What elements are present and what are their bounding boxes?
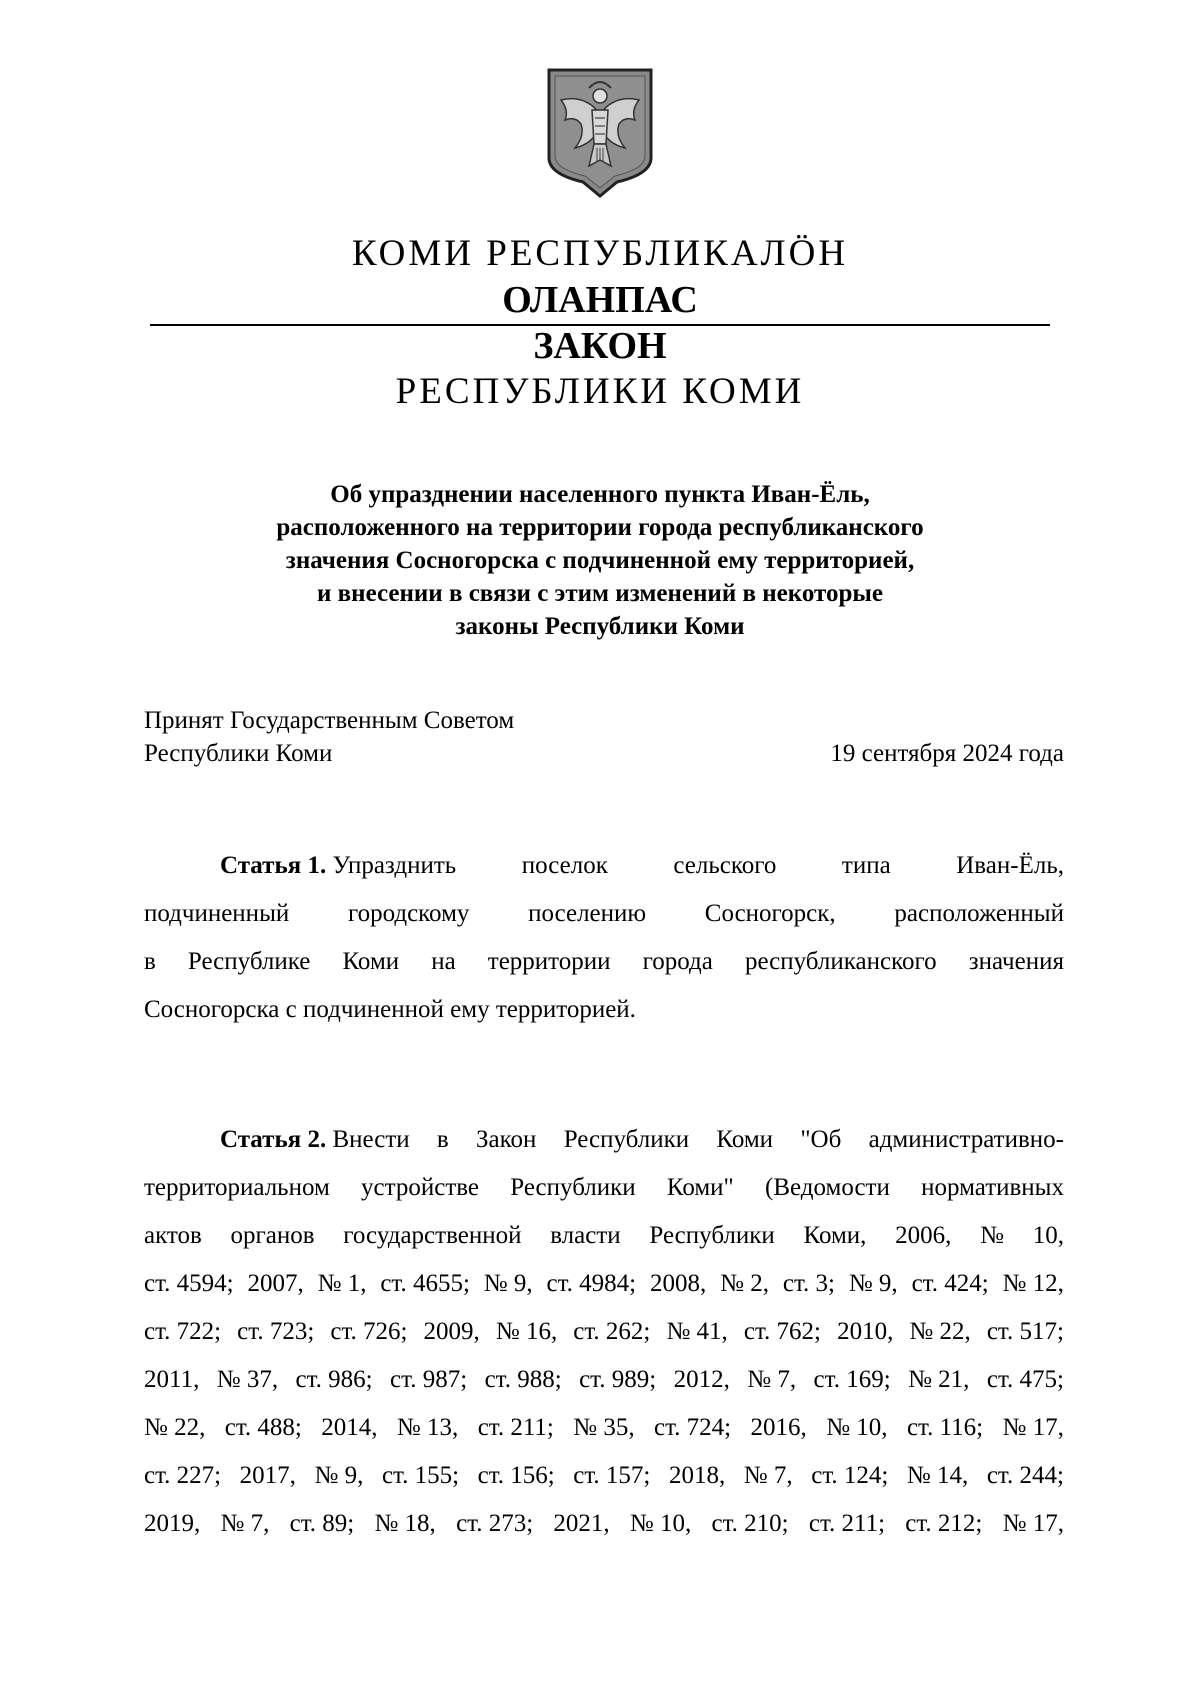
article-word: в (436, 1126, 449, 1153)
article-word: ст. 488; (224, 1414, 302, 1441)
article-word: (Ведомости (765, 1174, 890, 1201)
article-word: Республики (649, 1222, 775, 1249)
article-word: 2008, (650, 1270, 707, 1297)
article-line (144, 1404, 1064, 1452)
article-line (144, 890, 1064, 938)
article-word: № 10, (826, 1414, 888, 1441)
article-word: государственной (343, 1222, 522, 1249)
article-word: ст. 986; (295, 1366, 373, 1393)
article-word: ст. 89; (289, 1510, 355, 1537)
article-label: Статья 1. (220, 852, 327, 879)
law-title (140, 478, 1060, 643)
article-word: ст. 475; (986, 1366, 1064, 1393)
article-word: № 37, (216, 1366, 279, 1393)
article-word: поселению (528, 900, 647, 927)
article-word: расположенный (894, 900, 1064, 927)
header-komi-law: ОЛАНПАС (502, 279, 698, 321)
article-word: ст. 273; (456, 1510, 534, 1537)
header-komi-republic: КОМИ РЕСПУБЛИКАЛӦН (351, 233, 849, 274)
article-word: на (431, 948, 456, 975)
article-word: № 41, (666, 1318, 728, 1345)
article-word: ст. 987; (390, 1366, 468, 1393)
article-word: власти (550, 1222, 621, 1249)
article-word: 2009, (423, 1318, 480, 1345)
article-word: ст. 155; (381, 1462, 460, 1489)
header-law: ЗАКОН (533, 325, 667, 367)
article-word: ст. 726; (330, 1318, 408, 1345)
article-word: 2017, (239, 1462, 296, 1489)
article-word: № 9, (314, 1462, 364, 1489)
article-word: ст. 988; (484, 1366, 562, 1393)
article-word: № 17, (1002, 1414, 1064, 1441)
article-word: ст. 156; (477, 1462, 555, 1489)
adoption-date: 19 сентября 2024 года (830, 740, 1064, 767)
article-word: № 7, (743, 1462, 793, 1489)
article-word: № 35, (573, 1414, 635, 1441)
law-title-line: Об упразднении населенного пункта Иван-Ёль, (330, 481, 870, 508)
article-word: "Об (800, 1126, 842, 1153)
article-word: 2019, (144, 1510, 201, 1537)
law-title-line: законы Республики Коми (455, 613, 745, 640)
article-word: территориальном (144, 1174, 330, 1201)
article-word: ст. 212; (905, 1510, 983, 1537)
article-word: 2021, (553, 1510, 610, 1537)
article-line (144, 842, 1064, 890)
article-word: ст. 724; (654, 1414, 732, 1441)
article-word: Статья 2. Внести (220, 1126, 410, 1153)
article-word: № 17, (1002, 1510, 1064, 1537)
article-word: № (980, 1222, 1004, 1249)
adoption-block (144, 704, 1064, 770)
article-word: Коми (342, 948, 400, 975)
article-line (144, 1212, 1064, 1260)
article-word: Статья 1. Упразднить (220, 852, 457, 879)
article-word: ст. 210; (711, 1510, 789, 1537)
article-word: ст. 227; (144, 1462, 222, 1489)
article-word: 2010, (837, 1318, 894, 1345)
article-word: 2007, (247, 1270, 304, 1297)
article-word: ст. 157; (573, 1462, 651, 1489)
article-word: органов (230, 1222, 315, 1249)
article-word: типа (841, 852, 891, 879)
article-word: 2016, (750, 1414, 807, 1441)
article-word: ст. 169; (813, 1366, 891, 1393)
article-word: Республики (563, 1126, 690, 1153)
article-word: Сосногорск, (704, 900, 836, 927)
article-word: № 16, (495, 1318, 558, 1345)
article-word: № 12, (1002, 1270, 1064, 1297)
article-word: 2011, (144, 1366, 200, 1393)
article-word: городскому (347, 900, 470, 927)
article-word: ст. 4984; (546, 1270, 637, 1297)
article-word: ст. 4655; (380, 1270, 470, 1297)
article-word: административно- (868, 1126, 1064, 1153)
article-line (144, 1500, 1064, 1548)
article-word: № 9, (848, 1270, 898, 1297)
article-line (144, 1260, 1064, 1308)
article-word: 2014, (321, 1414, 378, 1441)
article-line (144, 1164, 1064, 1212)
law-title-line: и внесении в связи с этим изменений в некоторые (317, 580, 883, 607)
article-word: № 14, (906, 1462, 969, 1489)
article-word: устройстве (361, 1174, 480, 1201)
article-word: актов (144, 1222, 202, 1249)
article-word: 2018, (668, 1462, 726, 1489)
article-word: ст. 244; (986, 1462, 1064, 1489)
article-line: Сосногорска с подчиненной ему территорией. (144, 996, 636, 1023)
article-word: № 10, (629, 1510, 692, 1537)
article-word: № 22, (909, 1318, 971, 1345)
article-word: ст. 722; (144, 1318, 222, 1345)
article-word: сельского (673, 852, 777, 879)
article-word: Иван-Ёль, (956, 852, 1064, 879)
article-word: города (642, 948, 713, 975)
article-word: ст. 211; (808, 1510, 886, 1537)
article-word: № 1, (317, 1270, 367, 1297)
article-word: ст. 124; (811, 1462, 889, 1489)
article-word: Коми" (666, 1174, 734, 1201)
header-republic: РЕСПУБЛИКИ КОМИ (395, 371, 805, 412)
article-word: поселок (521, 852, 608, 879)
article-word: № 21, (908, 1366, 970, 1393)
article-word: Республике (187, 948, 311, 975)
adoption-line: Республики Коми (144, 740, 333, 767)
article-line (144, 1452, 1064, 1500)
article-word: значения (968, 948, 1064, 975)
article-word: № 9, (483, 1270, 533, 1297)
article-word: ст. 723; (237, 1318, 315, 1345)
article-word: № 2, (720, 1270, 769, 1297)
article-word: ст. 262; (573, 1318, 651, 1345)
article-word: ст. 116; (906, 1414, 984, 1441)
article-word: в (144, 948, 156, 975)
law-title-line: расположенного на территории города республиканского (276, 514, 924, 541)
article-line (144, 1308, 1064, 1356)
article-word: № 7, (220, 1510, 270, 1537)
article-word: ст. 424; (911, 1270, 989, 1297)
article-word: республиканского (744, 948, 937, 975)
article-line (144, 1116, 1064, 1164)
article-word: Закон (476, 1126, 537, 1153)
article-word: ст. 4594; (144, 1270, 234, 1297)
adoption-line: Принят Государственным Советом (144, 707, 515, 734)
article-word: 2006, (895, 1222, 952, 1249)
article-line (144, 938, 1064, 986)
article-word: ст. 989; (579, 1366, 657, 1393)
article-word: территории (487, 948, 611, 975)
article-word: № 13, (396, 1414, 459, 1441)
article-word: нормативных (921, 1174, 1064, 1201)
article-word: ст. 211; (477, 1414, 554, 1441)
article-word: № 18, (374, 1510, 436, 1537)
article-word: № 7, (747, 1366, 797, 1393)
article-1 (144, 842, 1064, 1034)
article-word: Коми, (803, 1222, 867, 1249)
article-word: 2012, (673, 1366, 730, 1393)
coat-of-arms-emblem (545, 66, 655, 198)
article-word: ст. 517; (986, 1318, 1064, 1345)
article-word: ст. 762; (743, 1318, 821, 1345)
article-word: Республики (510, 1174, 636, 1201)
article-word: ст. 3; (782, 1270, 835, 1297)
article-word: 10, (1032, 1222, 1064, 1249)
article-2 (144, 1116, 1064, 1548)
law-title-line: значения Сосногорска с подчиненной ему территорией, (285, 547, 915, 574)
article-word: № 22, (144, 1414, 206, 1441)
article-word: подчиненный (144, 900, 290, 927)
article-word: Коми (716, 1126, 774, 1153)
article-label: Статья 2. (220, 1126, 327, 1153)
article-line (144, 1356, 1064, 1404)
